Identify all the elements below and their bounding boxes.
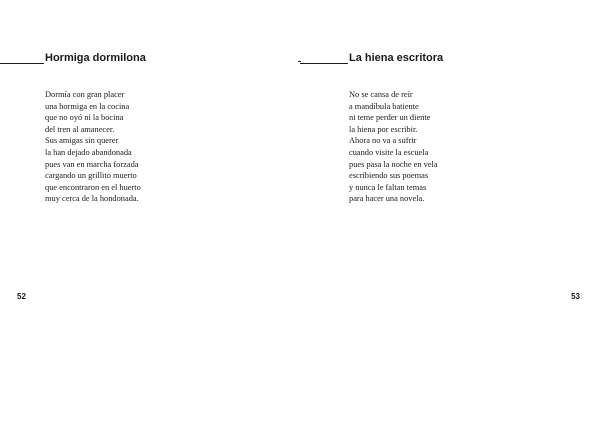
poem-line: No se cansa de reír xyxy=(349,90,413,99)
poem-line: cargando un grillito muerto xyxy=(45,171,137,181)
poem-title: La hiena escritora xyxy=(349,52,444,64)
poem-title: Hormiga dormilona xyxy=(45,52,146,64)
poem-line: del tren al amanecer. xyxy=(45,124,115,134)
poem-line: una hormiga en la cocina xyxy=(45,101,130,111)
poem-line: y nunca le faltan temas xyxy=(349,182,427,192)
poem-line: Ahora no va a sufrir xyxy=(349,136,417,146)
page-number: 52 xyxy=(17,292,26,301)
poem-line: cuando visite la escuela xyxy=(349,147,429,157)
poem-line: escribiendo sus poemas xyxy=(349,171,429,181)
poem-line: Dormía con gran placer xyxy=(45,90,125,99)
poem-line: que encontraron en el huerto xyxy=(45,182,141,192)
poem-line: ni teme perder un diente xyxy=(349,113,431,123)
poem-line: muy cerca de la hondonada. xyxy=(45,194,139,204)
poem-line: la hiena por escribir. xyxy=(349,124,418,134)
poem-line: Sus amigas sin querer xyxy=(45,136,119,146)
poem-line: la han dejado abandonada xyxy=(45,147,132,157)
poem-line: pues van en marcha forzada xyxy=(45,159,139,169)
page-number: 53 xyxy=(571,292,580,301)
poem-body xyxy=(349,89,438,205)
poem-line: que no oyó ni la bocina xyxy=(45,113,124,123)
right-page xyxy=(300,0,600,440)
poem-line: pues pasa la noche en vela xyxy=(349,159,438,169)
poem-line: a mandíbula batiente xyxy=(349,101,419,111)
poem-body xyxy=(45,89,141,205)
title-rule xyxy=(0,63,44,64)
title-rule xyxy=(300,63,348,64)
poem-line: para hacer una novela. xyxy=(349,194,425,204)
